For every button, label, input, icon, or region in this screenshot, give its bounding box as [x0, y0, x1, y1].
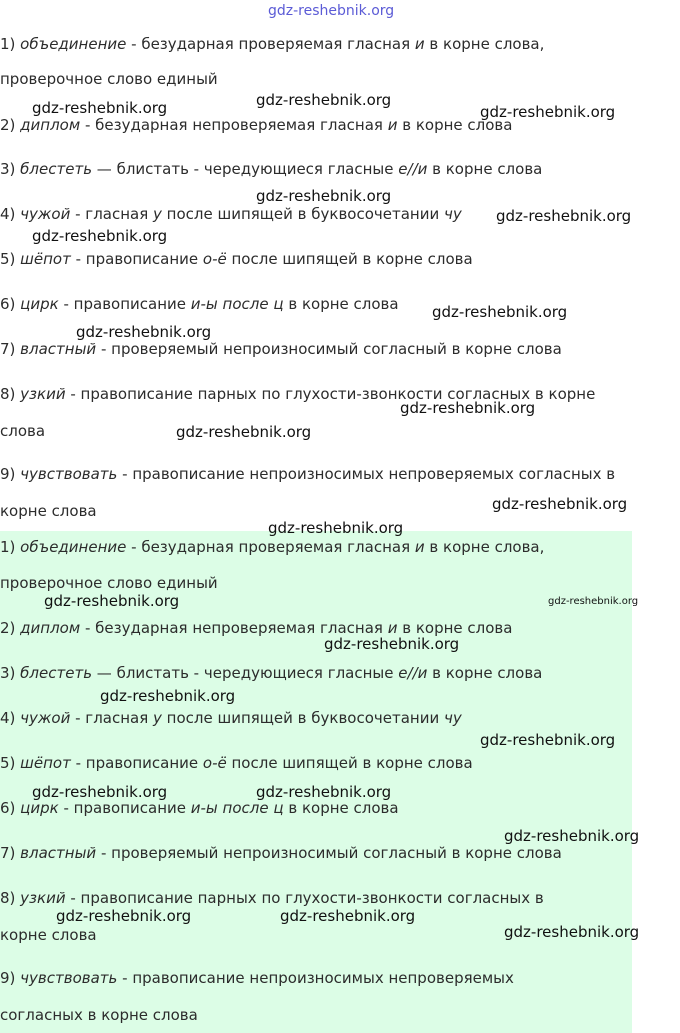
watermark: gdz-reshebnik.org	[268, 519, 404, 537]
watermark: gdz-reshebnik.org	[100, 687, 236, 705]
watermark: gdz-reshebnik.org	[176, 423, 312, 441]
watermark: gdz-reshebnik.org	[256, 187, 392, 205]
answer-line-4: 4) чужой - гласная у после шипящей в буквосочетании чу	[0, 205, 462, 223]
watermark: gdz-reshebnik.org	[432, 303, 568, 321]
watermark: gdz-reshebnik.org	[504, 827, 640, 845]
answer-line-9: 9) чувствовать - правописание непроизносимых непроверяемых	[0, 969, 514, 987]
answer-line-9-cont: согласных в корне слова	[0, 1006, 198, 1024]
watermark: gdz-reshebnik.org	[504, 923, 640, 941]
watermark: gdz-reshebnik.org	[256, 91, 392, 109]
watermark: gdz-reshebnik.org	[32, 99, 168, 117]
answer-line-3: 3) блестеть — блистать - чередующиеся гласные е//и в корне слова	[0, 664, 543, 682]
answer-line-1-cont: проверочное слово единый	[0, 574, 218, 592]
watermark: gdz-reshebnik.org	[32, 227, 168, 245]
answer-line-1: 1) объединение - безударная проверяемая гласная и в корне слова,	[0, 538, 545, 556]
watermark: gdz-reshebnik.org	[492, 495, 628, 513]
answer-line-8: 8) узкий - правописание парных по глухости-звонкости согласных в	[0, 889, 544, 907]
watermark: gdz-reshebnik.org	[324, 635, 460, 653]
watermark: gdz-reshebnik.org	[32, 783, 168, 801]
answer-line-4: 4) чужой - гласная у после шипящей в буквосочетании чу	[0, 709, 462, 727]
answer-line-6: 6) цирк - правописание и-ы после ц в корне слова	[0, 295, 399, 313]
answer-line-5: 5) шёпот - правописание о-ё после шипящей в корне слова	[0, 754, 473, 772]
watermark: gdz-reshebnik.org	[548, 596, 639, 607]
answer-line-1-cont: проверочное слово единый	[0, 70, 218, 88]
watermark: gdz-reshebnik.org	[400, 399, 536, 417]
answer-line-9-cont: корне слова	[0, 502, 97, 520]
answer-line-2: 2) диплом - безударная непроверяемая гласная и в корне слова	[0, 116, 513, 134]
answer-line-7: 7) властный - проверяемый непроизносимый согласный в корне слова	[0, 340, 562, 358]
answer-line-8-cont: слова	[0, 422, 46, 440]
answer-line-3: 3) блестеть — блистать - чередующиеся гласные е//и в корне слова	[0, 160, 543, 178]
answer-line-7: 7) властный - проверяемый непроизносимый согласный в корне слова	[0, 844, 562, 862]
answer-line-9: 9) чувствовать - правописание непроизносимых непроверяемых согласных в	[0, 465, 616, 483]
watermark: gdz-reshebnik.org	[44, 592, 180, 610]
watermark: gdz-reshebnik.org	[496, 207, 632, 225]
answer-line-6: 6) цирк - правописание и-ы после ц в корне слова	[0, 799, 399, 817]
watermark: gdz-reshebnik.org	[56, 907, 192, 925]
answer-line-8-cont: корне слова	[0, 926, 97, 944]
watermark: gdz-reshebnik.org	[480, 103, 616, 121]
answer-line-2: 2) диплом - безударная непроверяемая гласная и в корне слова	[0, 619, 513, 637]
answer-line-1: 1) объединение - безударная проверяемая гласная и в корне слова,	[0, 35, 545, 53]
watermark: gdz-reshebnik.org	[256, 783, 392, 801]
answer-line-5: 5) шёпот - правописание о-ё после шипящей в корне слова	[0, 250, 473, 268]
watermark: gdz-reshebnik.org	[480, 731, 616, 749]
watermark: gdz-reshebnik.org	[268, 3, 395, 19]
watermark: gdz-reshebnik.org	[76, 323, 212, 341]
answer-line-8: 8) узкий - правописание парных по глухости-звонкости согласных в корне	[0, 385, 596, 403]
watermark: gdz-reshebnik.org	[280, 907, 416, 925]
